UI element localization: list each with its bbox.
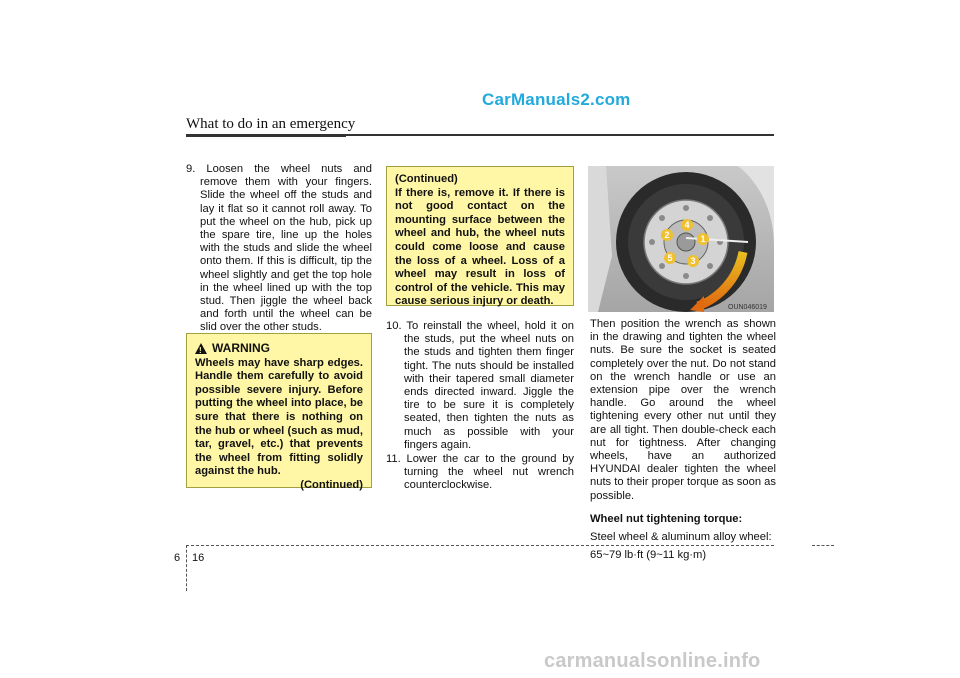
wrench-paragraph: Then position the wrench as shown in the drawing and tighten the wheel nuts. Be sure the socket is seated completely over the nut. Do not stand on the wrench handle or use an extension pipe over the wrench handle. Go around the wheel tightening every other nut until they are all tight. Then double-check each nut for tightness. After changing wheels, have an authorized HYUNDAI dealer tighten the wheel nuts to their proper torque as soon as possible. <box>590 318 776 502</box>
warning-title: WARNING <box>212 341 270 355</box>
step-11-number: 11. <box>386 453 401 466</box>
torque-title: Wheel nut tightening torque: <box>590 512 743 525</box>
column-middle <box>386 320 574 494</box>
figure-caption: OUN046019 <box>728 304 767 311</box>
continued-heading: (Continued) <box>395 173 458 185</box>
section-title: What to do in an emergency <box>186 116 356 132</box>
footer-rule-end <box>812 545 834 546</box>
wheel-illustration <box>588 166 774 312</box>
torque-wheel-type: Steel wheel & aluminum alloy wheel: <box>590 531 772 544</box>
warning-continued: (Continued) <box>300 478 363 491</box>
nut-label: 1 <box>700 234 706 244</box>
step-9-number: 9. <box>186 163 196 175</box>
nut-label: 3 <box>690 256 696 266</box>
continued-text: If there is, remove it. If there is not good contact on the mounting surface between the wheel and hub, the wheel nuts could come loose and cause the loss of a wheel. Loss of a wheel may result in loss of control of the vehicle. This may cause serious injury or death. <box>395 186 565 308</box>
header-rule-accent <box>186 134 346 137</box>
step-10-number: 10. <box>386 320 402 332</box>
nut-label: 2 <box>664 230 670 240</box>
warning-box <box>186 333 372 491</box>
page-number: 16 <box>192 552 205 564</box>
continued-box <box>386 166 574 306</box>
step-11-text: Lower the car to the ground by turning the wheel nut wrench counterclockwise. <box>404 453 575 492</box>
footer-vertical-rule <box>186 545 187 591</box>
step-9-text: Loosen the wheel nuts and remove them with your fingers. Slide the wheel off the studs and lay it flat so it cannot roll away. To put the wheel on the hub, pick up the spare tire, line up the holes with the studs and slide the wheel onto them. If this is difficult, tip the wheel slightly and get the top hole in the wheel lined up with the top stud. Then jiggle the wheel back and forth until the wheel can be slid over the other studs. <box>200 163 373 334</box>
warning-header <box>195 342 363 356</box>
watermark-bottom: carmanualsonline.info <box>544 650 761 672</box>
step-10 <box>386 320 574 452</box>
column-left <box>186 163 372 335</box>
column-right <box>590 318 776 562</box>
watermark-top: CarManuals2.com <box>482 90 631 109</box>
chapter-number: 6 <box>174 552 181 564</box>
footer-rule <box>186 545 774 546</box>
warning-triangle-icon <box>195 343 207 354</box>
wheel-figure <box>588 166 774 312</box>
torque-value: 65~79 lb·ft (9~11 kg·m) <box>590 549 707 562</box>
step-11 <box>386 453 574 493</box>
nut-label: 4 <box>684 220 690 230</box>
step-10-text: To reinstall the wheel, hold it on the studs, put the wheel nuts on the studs and tighten them finger tight. The nuts should be installed with their tapered small diameter ends directed inward. Jiggle the tire to be sure it is completely seated, then tighten the nuts as much as possible with your fingers again. <box>404 320 575 451</box>
nut-label: 5 <box>667 253 673 263</box>
warning-text: Wheels may have sharp edges. Handle them carefully to avoid possible severe injury. Before putting the wheel into place, be sure that there is nothing on the hub or wheel (such as mud, tar, gravel, etc.) that prevents the wheel from fitting solidly against the hub. <box>195 356 363 478</box>
step-9 <box>186 163 372 335</box>
